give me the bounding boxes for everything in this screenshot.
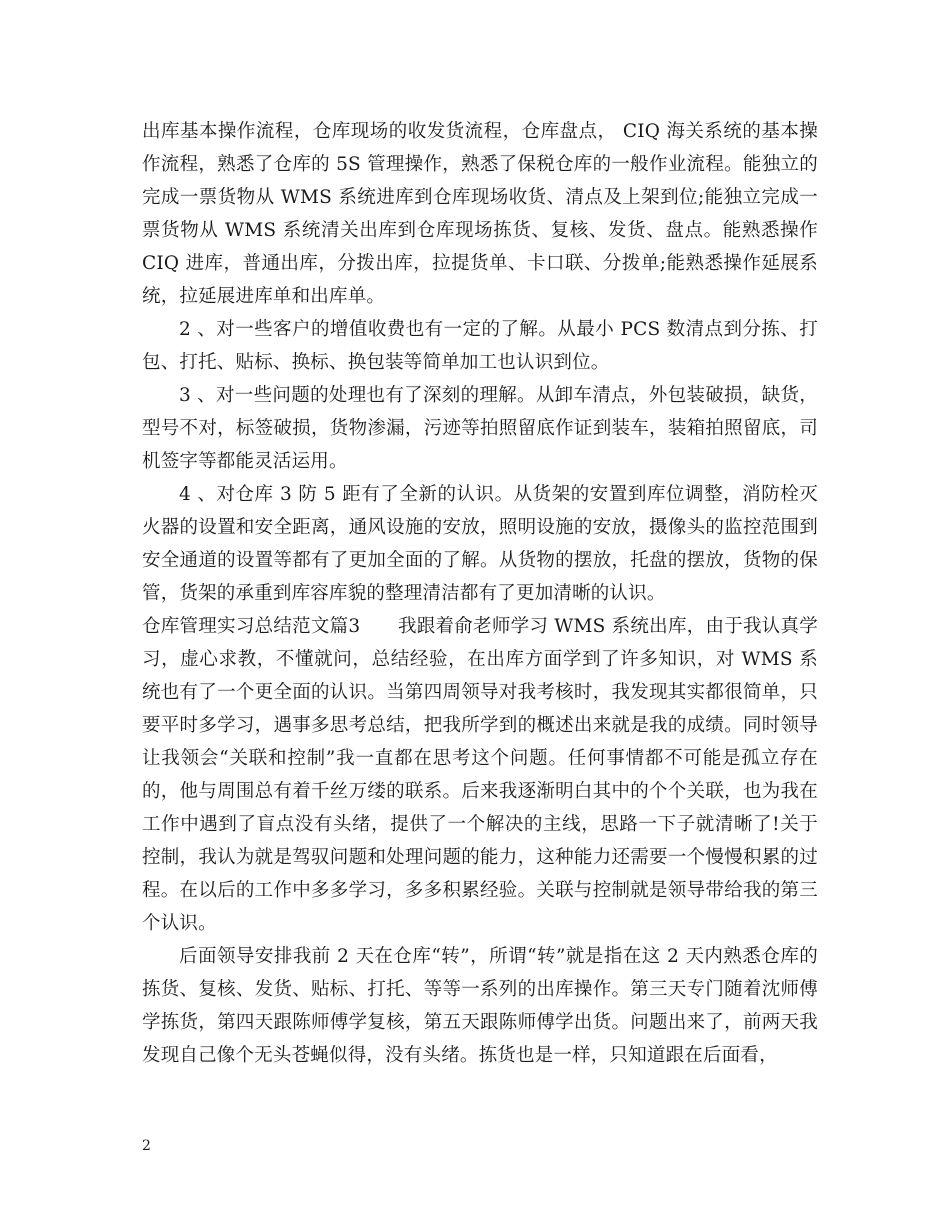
paragraph-1: 出库基本操作流程，仓库现场的收发货流程，仓库盘点， CIQ 海关系统的基本操作流程，熟悉了仓库的 5S 管理操作，熟悉了保税仓库的一般作业流程。能独立的完成一票货物从 WMS 系统进库到仓库现场收货、清点及上架到位;能独立完成一票货物从 WMS 系统清关出库到仓库现场拣货、复核、发货、盘点。能熟悉操作 CIQ 进库，普通出库，分拨出库，拉提货单、卡口联、分拨单;能熟悉操作延展系统，拉延展进库单和出库单。 <box>142 121 818 307</box>
paragraph-4: 4 、对仓库 3 防 5 距有了全新的认识。从货架的安置到库位调整，消防栓灭火器的设置和安全距离，通风设施的安放，照明设施的安放，摄像头的监控范围到安全通道的设置等都有了更加全面的了解。从货物的摆放，托盘的摆放，货物的保管，货架的承重到库容库貌的整理清洁都有了更加清晰的认识。 <box>142 484 818 604</box>
paragraph-5: 仓库管理实习总结范文篇3 我跟着俞老师学习 WMS 系统出库，由于我认真学习，虚心求教，不懂就问，总结经验，在出库方面学到了许多知识，对 WMS 系统也有了一个更全面的认识。当第四周领导对我考核时，我发现其实都很简单，只要平时多学习，遇事多思考总结，把我所学到的概述出来就是我的成绩。同时领导让我领会“关联和控制”我一直都在思考这个问题。任何事情都不可能是孤立存在的，他与周围总有着千丝万缕的联系。后来我逐渐明白其中的个个关联，也为我在工作中遇到了盲点没有头绪，提供了一个解决的主线，思路一下子就清晰了!关于控制，我认为就是驾驭问题和处理问题的能力，这种能力还需要一个慢慢积累的过程。在以后的工作中多多学习，多多积累经验。关联与控制就是领导带给我的第三个认识。 <box>142 616 818 934</box>
page-number: 2 <box>142 1138 151 1154</box>
paragraph-2: 2 、对一些客户的增值收费也有一定的了解。从最小 PCS 数清点到分拣、打包、打托、贴标、换标、换包装等简单加工也认识到位。 <box>142 319 818 373</box>
paragraph-6: 后面领导安排我前 2 天在仓库“转”，所谓“转”就是指在这 2 天内熟悉仓库的拣货、复核、发货、贴标、打托、等等一系列的出库操作。第三天专门随着沈师傅学拣货，第四天跟陈师傅学复核，第五天跟陈师傅学出货。问题出来了，前两天我发现自己像个无头苍蝇似得，没有头绪。拣货也是一样，只知道跟在后面看， <box>142 946 818 1066</box>
paragraph-3: 3 、对一些问题的处理也有了深刻的理解。从卸车清点，外包装破损，缺货，型号不对，标签破损，货物渗漏，污迹等拍照留底作证到装车，装箱拍照留底，司机签字等都能灵活运用。 <box>142 385 818 472</box>
document-body <box>142 115 818 1072</box>
